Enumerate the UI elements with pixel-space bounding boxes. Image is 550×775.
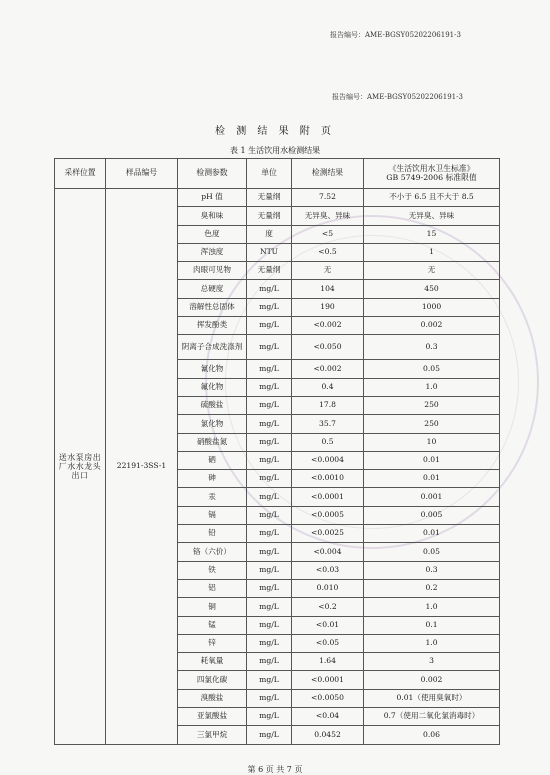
cell-param: 亚氯酸盐 xyxy=(178,708,247,726)
cell-unit: mg/L xyxy=(247,598,292,616)
header-unit: 单位 xyxy=(247,159,292,189)
cell-sample-no: 22191-3SS-1 xyxy=(106,189,178,745)
cell-limit: 15 xyxy=(364,225,500,243)
cell-result: <0.0001 xyxy=(292,671,364,689)
cell-limit: 1000 xyxy=(364,298,500,316)
cell-param: 镉 xyxy=(178,506,247,524)
cell-result: <5 xyxy=(292,225,364,243)
cell-unit: mg/L xyxy=(247,488,292,506)
cell-limit: 1.0 xyxy=(364,634,500,652)
cell-param: 浑浊度 xyxy=(178,243,247,261)
cell-limit: 0.01（使用臭氧时） xyxy=(364,689,500,707)
cell-param: 硒 xyxy=(178,451,247,469)
cell-unit: mg/L xyxy=(247,317,292,335)
cell-unit: mg/L xyxy=(247,726,292,744)
cell-limit: 0.3 xyxy=(364,561,500,579)
cell-unit: mg/L xyxy=(247,298,292,316)
cell-result: 1.64 xyxy=(292,653,364,671)
cell-result: <0.2 xyxy=(292,598,364,616)
header-result: 检测结果 xyxy=(292,159,364,189)
cell-unit: mg/L xyxy=(247,396,292,414)
cell-limit: 0.002 xyxy=(364,671,500,689)
cell-param: pH 值 xyxy=(178,189,247,207)
cell-result: 35.7 xyxy=(292,415,364,433)
cell-location: 送水泵房出厂水水龙头出口 xyxy=(55,189,106,745)
cell-param: 锌 xyxy=(178,634,247,652)
cell-result: <0.01 xyxy=(292,616,364,634)
cell-limit: 0.01 xyxy=(364,525,500,543)
cell-limit: 1.0 xyxy=(364,598,500,616)
cell-unit: mg/L xyxy=(247,335,292,360)
cell-result: <0.0025 xyxy=(292,525,364,543)
cell-result: 7.52 xyxy=(292,189,364,207)
cell-param: 总硬度 xyxy=(178,280,247,298)
cell-unit: mg/L xyxy=(247,653,292,671)
cell-result: 104 xyxy=(292,280,364,298)
cell-result: <0.002 xyxy=(292,317,364,335)
cell-result: 0.0452 xyxy=(292,726,364,744)
cell-param: 汞 xyxy=(178,488,247,506)
cell-result: <0.05 xyxy=(292,634,364,652)
cell-result: <0.004 xyxy=(292,543,364,561)
cell-unit: mg/L xyxy=(247,451,292,469)
header-limit-line2: GB 5749-2006 标准限值 xyxy=(386,172,477,182)
header-limit xyxy=(364,159,500,189)
cell-unit: 度 xyxy=(247,225,292,243)
cell-result: 0.5 xyxy=(292,433,364,451)
cell-unit: mg/L xyxy=(247,561,292,579)
cell-result: <0.0010 xyxy=(292,470,364,488)
cell-unit: mg/L xyxy=(247,543,292,561)
page-footer: 第 6 页 共 7 页 xyxy=(247,765,303,774)
cell-limit: 0.05 xyxy=(364,543,500,561)
cell-unit: mg/L xyxy=(247,525,292,543)
cell-param: 三氯甲烷 xyxy=(178,726,247,744)
cell-limit: 无 xyxy=(364,262,500,280)
cell-unit: NTU xyxy=(247,243,292,261)
cell-limit: 0.005 xyxy=(364,506,500,524)
cell-param: 挥发酚类 xyxy=(178,317,247,335)
cell-result: 无异臭、异味 xyxy=(292,207,364,225)
cell-result: <0.03 xyxy=(292,561,364,579)
cell-unit: mg/L xyxy=(247,579,292,597)
cell-param: 铜 xyxy=(178,598,247,616)
cell-unit: mg/L xyxy=(247,506,292,524)
cell-limit: 10 xyxy=(364,433,500,451)
cell-param: 铁 xyxy=(178,561,247,579)
cell-limit: 0.7（使用二氧化氯消毒时） xyxy=(364,708,500,726)
cell-limit: 450 xyxy=(364,280,500,298)
header-sample-no: 样品编号 xyxy=(106,159,178,189)
cell-unit: mg/L xyxy=(247,360,292,378)
cell-param: 臭和味 xyxy=(178,207,247,225)
cell-unit: mg/L xyxy=(247,415,292,433)
header-param: 检测参数 xyxy=(178,159,247,189)
cell-param: 阴离子合成洗涤剂 xyxy=(178,335,247,360)
cell-unit: mg/L xyxy=(247,433,292,451)
cell-limit: 1.0 xyxy=(364,378,500,396)
cell-param: 氟化物 xyxy=(178,378,247,396)
cell-unit: mg/L xyxy=(247,378,292,396)
cell-result: 190 xyxy=(292,298,364,316)
cell-param: 色度 xyxy=(178,225,247,243)
cell-limit: 0.2 xyxy=(364,579,500,597)
report-number-header: 报告编号：AME-BGSY05202206191-3 xyxy=(330,31,461,39)
cell-result: <0.0050 xyxy=(292,689,364,707)
cell-limit: 0.05 xyxy=(364,360,500,378)
page-title: 检 测 结 果 附 页 xyxy=(215,126,335,137)
results-table xyxy=(54,158,500,745)
cell-limit: 0.002 xyxy=(364,317,500,335)
cell-limit: 0.06 xyxy=(364,726,500,744)
cell-unit: mg/L xyxy=(247,689,292,707)
cell-unit: mg/L xyxy=(247,280,292,298)
cell-unit: 无量纲 xyxy=(247,189,292,207)
header-location: 采样位置 xyxy=(55,159,106,189)
cell-param: 溴酸盐 xyxy=(178,689,247,707)
cell-param: 氯化物 xyxy=(178,415,247,433)
cell-param: 砷 xyxy=(178,470,247,488)
cell-unit: mg/L xyxy=(247,634,292,652)
cell-unit: mg/L xyxy=(247,470,292,488)
cell-limit: 0.3 xyxy=(364,335,500,360)
cell-param: 硫酸盐 xyxy=(178,396,247,414)
cell-result: <0.04 xyxy=(292,708,364,726)
cell-param: 铝 xyxy=(178,579,247,597)
table-row xyxy=(55,189,500,207)
cell-limit: 不小于 6.5 且不大于 8.5 xyxy=(364,189,500,207)
cell-param: 锰 xyxy=(178,616,247,634)
cell-result: 17.8 xyxy=(292,396,364,414)
cell-result: 0.010 xyxy=(292,579,364,597)
cell-result: <0.0005 xyxy=(292,506,364,524)
header-limit-line1: 《生活饮用水卫生标准》 xyxy=(388,163,475,173)
cell-result: 0.4 xyxy=(292,378,364,396)
cell-unit: mg/L xyxy=(247,708,292,726)
cell-unit: 无量纲 xyxy=(247,207,292,225)
cell-param: 四氯化碳 xyxy=(178,671,247,689)
report-number: 报告编号：AME-BGSY05202206191-3 xyxy=(332,93,463,101)
cell-param: 铅 xyxy=(178,525,247,543)
cell-limit: 0.1 xyxy=(364,616,500,634)
cell-param: 硝酸盐氮 xyxy=(178,433,247,451)
cell-result: <0.0001 xyxy=(292,488,364,506)
cell-unit: mg/L xyxy=(247,616,292,634)
cell-result: <0.5 xyxy=(292,243,364,261)
table-caption: 表 1 生活饮用水检测结果 xyxy=(229,146,321,155)
cell-unit: 无量纲 xyxy=(247,262,292,280)
cell-limit: 0.01 xyxy=(364,470,500,488)
cell-param: 溶解性总固体 xyxy=(178,298,247,316)
cell-limit: 0.001 xyxy=(364,488,500,506)
cell-unit: mg/L xyxy=(247,671,292,689)
cell-result: 无 xyxy=(292,262,364,280)
cell-limit: 0.01 xyxy=(364,451,500,469)
cell-limit: 250 xyxy=(364,415,500,433)
cell-limit: 无异臭、异味 xyxy=(364,207,500,225)
cell-result: <0.050 xyxy=(292,335,364,360)
cell-result: <0.002 xyxy=(292,360,364,378)
results-body xyxy=(55,189,500,745)
cell-param: 氰化物 xyxy=(178,360,247,378)
cell-limit: 1 xyxy=(364,243,500,261)
table-header-row xyxy=(55,159,500,189)
cell-limit: 250 xyxy=(364,396,500,414)
cell-param: 肉眼可见物 xyxy=(178,262,247,280)
cell-limit: 3 xyxy=(364,653,500,671)
cell-param: 耗氧量 xyxy=(178,653,247,671)
cell-param: 铬（六价） xyxy=(178,543,247,561)
cell-result: <0.0004 xyxy=(292,451,364,469)
